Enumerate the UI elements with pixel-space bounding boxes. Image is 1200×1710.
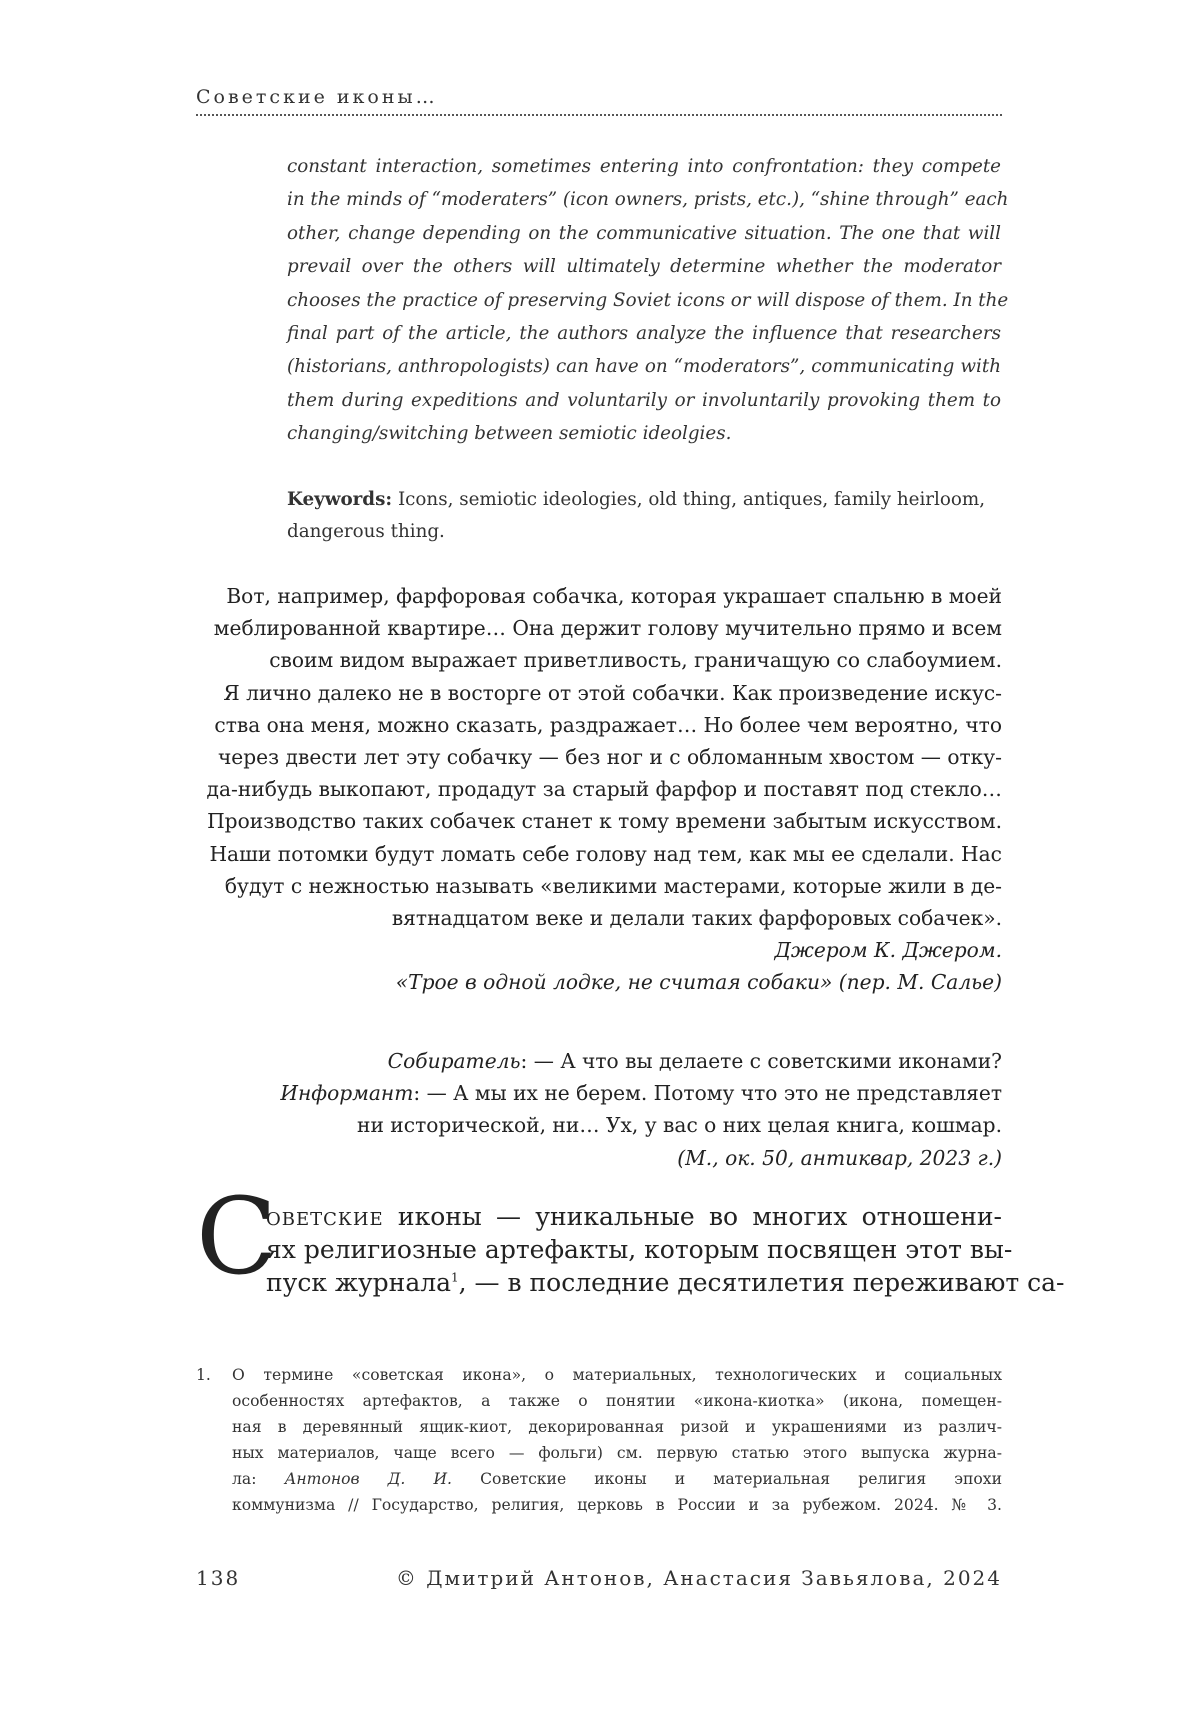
body-text-segment: пуск журнала — [266, 1268, 452, 1297]
abstract-line: final part of the article, the authors analyze the influence that researchers — [287, 323, 1001, 345]
footnote-line: особенностях артефактов, а также о понятии «икона-киотка» (икона, помещен- — [232, 1392, 1002, 1410]
article-body — [196, 1175, 1065, 1330]
informant-label: Информант — [280, 1081, 414, 1106]
epigraph-line: вятнадцатом веке и делали таких фарфоровых собачек». — [391, 906, 1002, 931]
body-text-segment: иконы — уникальные во многих отношени- — [383, 1202, 1002, 1231]
footnote-segment: ла: — [232, 1470, 285, 1488]
abstract-line: (historians, anthropologists) can have on “moderators”, communicating with — [287, 356, 1001, 378]
field-dialog-quote — [196, 1045, 1002, 1174]
informant-text: : — А мы их не берем. Потому что это не представляет — [413, 1081, 1002, 1106]
footnote-ref[interactable]: 1 — [451, 1270, 459, 1285]
drop-cap: С — [196, 1175, 278, 1298]
epigraph-source: «Трое в одной лодке, не считая собаки» (пер. М. Салье) — [395, 970, 1002, 995]
epigraph-line: своим видом выражает приветливость, граничащую со слабоумием. — [269, 648, 1002, 673]
body-text-segment: , — в последние десятилетия переживают са- — [458, 1268, 1065, 1297]
dialog-attribution: (М., ок. 50, антиквар, 2023 г.) — [677, 1145, 1002, 1170]
collector-label: Собиратель — [387, 1049, 521, 1073]
epigraph-line: Наши потомки будут ломать себе голову над тем, как мы ее сделали. Нас — [209, 841, 1002, 866]
page-number: 138 — [196, 1566, 241, 1590]
running-head: Советские иконы… — [196, 86, 438, 108]
abstract-line: them during expeditions and voluntarily or involuntarily provoking them to — [287, 389, 1001, 411]
abstract-line: changing/switching between semiotic ideolgies. — [287, 423, 732, 445]
english-abstract — [287, 150, 1009, 451]
epigraph-line: Я лично далеко не в восторге от этой собачки. Как произведение искус- — [223, 680, 1002, 705]
body-line — [266, 1266, 1065, 1299]
epigraph-author: Джером К. Джером. — [774, 938, 1002, 963]
footnote-line: коммунизма // Государство, религия, церковь в России и за рубежом. 2024. № 3. — [232, 1496, 1002, 1514]
epigraph-line: через двести лет эту собачку — без ног и с обломанным хвостом — отку- — [217, 745, 1002, 770]
epigraph-quote — [196, 580, 1002, 999]
dotted-divider — [196, 114, 1002, 116]
epigraph-line: ства она меня, можно сказать, раздражает… Но более чем вероятно, что — [214, 712, 1002, 737]
footnote-text — [232, 1362, 1002, 1518]
epigraph-line: да-нибудь выкопают, продадут за старый фарфор и поставят под стекло… — [206, 777, 1002, 802]
keywords-text: Icons, semiotic ideologies, old thing, antiques, family heirloom, — [392, 489, 986, 510]
abstract-line: other, change depending on the communicative situation. The one that will — [287, 222, 1001, 244]
abstract-line: in the minds of “moderaters” (icon owners, prists, etc.), “shine through” each — [287, 189, 1009, 211]
abstract-line: constant interaction, sometimes entering into confrontation: they compete — [287, 156, 1001, 177]
keywords-text-continued: dangerous thing. — [287, 521, 445, 542]
footnote-segment: Советские иконы и материальная религия эпохи — [452, 1470, 1002, 1488]
footnote-line: ных материалов, чаще всего — фольги) см. первую статью этого выпуска журна- — [232, 1444, 1002, 1462]
collector-text: : — А что вы делаете с советскими иконами? — [520, 1049, 1002, 1073]
footnote-line: ная в деревянный ящик-киот, декорированная ризой и украшениями из различ- — [232, 1418, 1002, 1436]
cited-author: Антонов Д. И. — [284, 1470, 452, 1488]
epigraph-line: меблированной квартире… Она держит голову мучительно прямо и всем — [213, 616, 1002, 641]
keywords — [287, 484, 1001, 548]
informant-text-continued: ни исторической, ни… Ух, у вас о них целая книга, кошмар. — [356, 1113, 1002, 1138]
epigraph-line: Производство таких собачек станет к тому времени забытым искусством. — [207, 809, 1002, 834]
epigraph-line: Вот, например, фарфоровая собачка, которая украшает спальню в моей — [226, 584, 1002, 608]
abstract-line: prevail over the others will ultimately determine whether the moderator — [287, 256, 1001, 278]
footnote-line: О термине «советская икона», о материальных, технологических и социальных — [232, 1366, 1002, 1384]
footnote-line — [232, 1466, 1002, 1492]
abstract-line: chooses the practice of preserving Soviet icons or will dispose of them. In the — [287, 289, 1009, 311]
keywords-label: Keywords: — [287, 489, 393, 510]
body-line: ях религиозные артефакты, которым посвящен этот вы- — [266, 1235, 1013, 1264]
copyright-notice: © Дмитрий Антонов, Анастасия Завьялова, 2024 — [395, 1566, 1002, 1590]
footnote-number: 1. — [196, 1366, 211, 1384]
epigraph-line: будут с нежностью называть «великими мастерами, которые жили в де- — [224, 873, 1002, 898]
smallcaps-word: оветские — [266, 1202, 384, 1231]
body-line — [266, 1200, 1002, 1233]
